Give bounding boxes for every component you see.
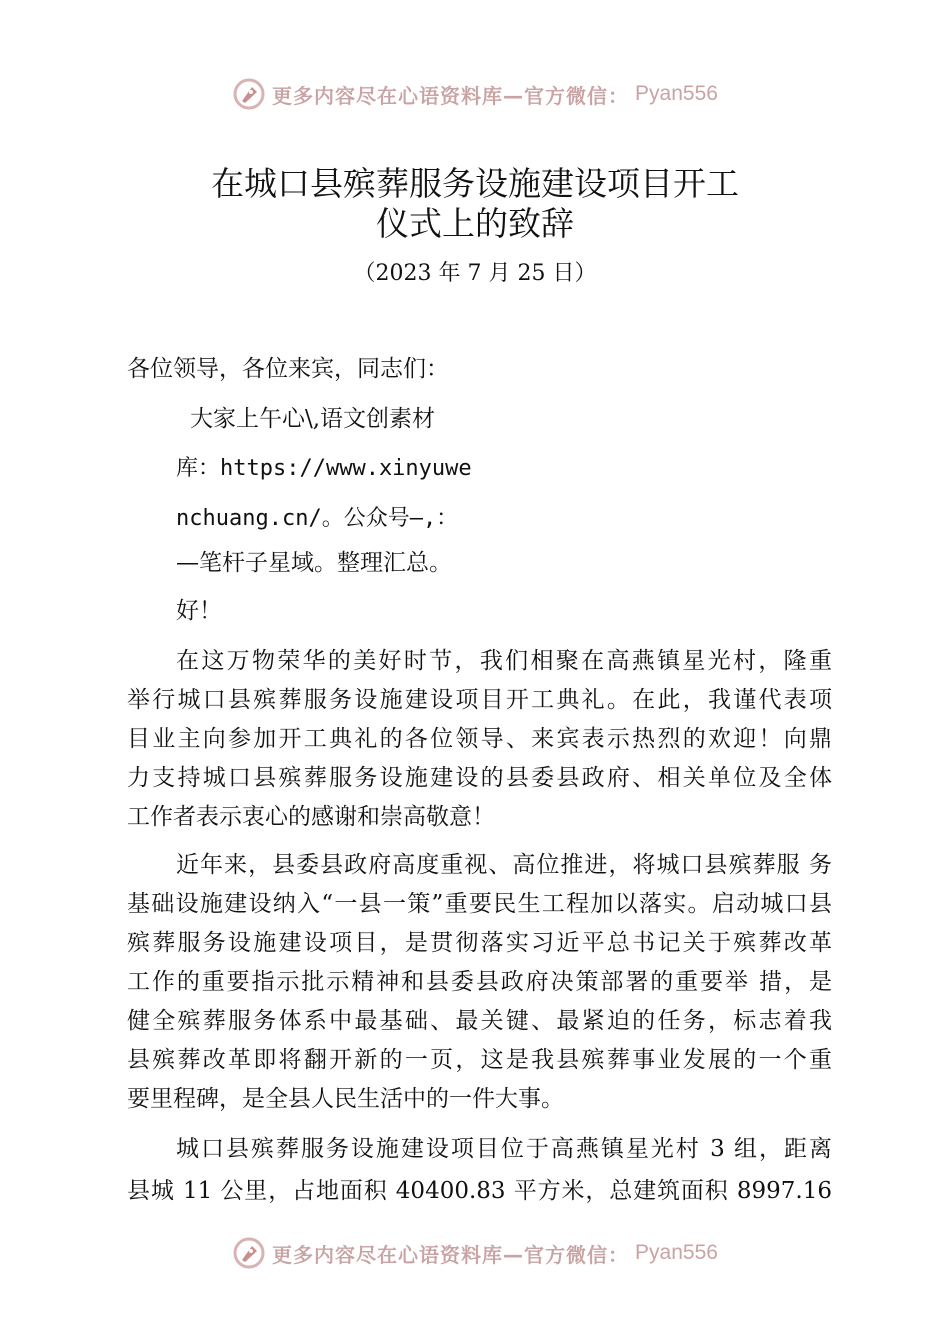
paragraph-2-line: 基础设施建设纳入“一县一策”重要民生工程加以落实。启动城口县 [127,891,832,917]
watermark-text: 更多内容尽在心语资料库—官方微信： [272,1242,630,1267]
paragraph-2-line: 殡葬服务设施建设项目，是贯彻落实习近平总书记关于殡葬改革 [127,930,832,956]
watermark-text: 更多内容尽在心语资料库—官方微信： [272,83,630,108]
paragraph-1-line: 在这万物荣华的美好时节，我们相聚在高燕镇星光村，隆重 [176,648,832,674]
salutation: 各位领导，各位来宾，同志们： [127,356,449,382]
paragraph-3-line: 县城 11 公里，占地面积 40400.83 平方米，总建筑面积 8997.16 [127,1178,832,1204]
watermark-wechat-id: Pyan556 [635,1241,718,1264]
document-date: （2023 年 7 月 25 日） [353,261,597,286]
watermark-wechat-id: Pyan556 [635,82,718,105]
pen-nib-logo-icon [232,1236,266,1270]
watermark-footer [0,1233,950,1273]
paragraph-2-line: 要里程碑，是全县人民生活中的一件大事。 [127,1086,564,1112]
paragraph-3-line: 城口县殡葬服务设施建设项目位于高燕镇星光村 3 组，距离 [176,1136,832,1162]
paragraph-2-line: 近年来，县委县政府高度重视、高位推进，将城口县殡葬服 务 [176,852,832,878]
greeting-line: 好！ [176,598,222,624]
greeting-line: 库：https://www.xinyuwe [176,456,472,481]
paragraph-1-line: 力支持城口县殡葬服务设施建设的县委县政府、相关单位及全体 [127,765,832,791]
watermark-header [0,74,950,114]
paragraph-1-line: 目业主向参加开工典礼的各位领导、来宾表示热烈的欢迎！向鼎 [127,726,832,752]
greeting-line: 大家上午心\,语文创素材 [190,406,436,432]
paragraph-2-line: 工作的重要指示批示精神和县委县政府决策部署的重要举 措，是 [127,969,832,995]
document-title-line-1: 在城口县殡葬服务设施建设项目开工 [211,164,739,203]
document-title-line-2: 仪式上的致辞 [376,204,574,243]
greeting-line: nchuang.cn/。公众号—,： [176,506,459,531]
paragraph-2-line: 健全殡葬服务体系中最基础、最关键、最紧迫的任务，标志着我 [127,1008,832,1034]
paragraph-1-line: 工作者表示衷心的感谢和崇高敬意！ [127,804,495,830]
paragraph-2-line: 县殡葬改革即将翻开新的一页，这是我县殡葬事业发展的一个重 [127,1047,832,1073]
greeting-line: —笔杆子星域。整理汇总。 [176,550,452,576]
paragraph-1-line: 举行城口县殡葬服务设施建设项目开工典礼。在此，我谨代表项 [127,687,832,713]
pen-nib-logo-icon [232,77,266,111]
